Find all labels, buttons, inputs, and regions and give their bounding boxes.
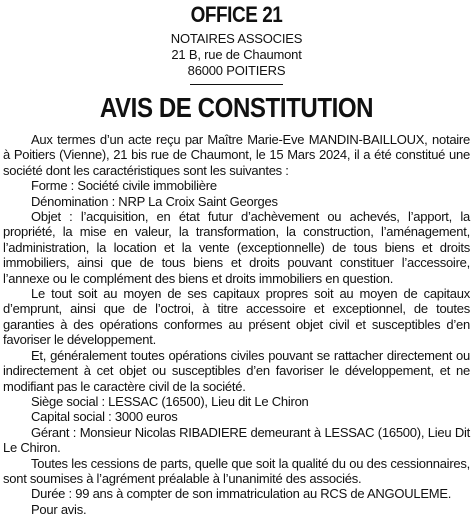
address-line: 86000 POITIERS: [187, 63, 286, 78]
paragraph-duree: Durée : 99 ans à compter de son immatriculation au RCS de ANGOULEME.: [31, 486, 452, 502]
address-line: NOTAIRES ASSOCIES: [170, 31, 303, 46]
address-line: 21 B, rue de Chaumont: [171, 47, 302, 62]
paragraph-denomination: Dénomination : NRP La Croix Saint Georges: [31, 193, 278, 209]
paragraph-intro: Aux termes d’un acte reçu par Maître Marie-Eve MANDIN-BAILLOUX, notaire à Poitiers (Vienne), 21 bis rue de Chaumont, le 15 Mars 2024, il a été constitué une société dont les caractéristiques sont les suivantes :: [3, 132, 470, 178]
paragraph-operations: Et, généralement toutes opérations civiles pouvant se rattacher directement ou indirectement à cet objet ou susceptibles d’en favoriser le développement, et ne modifiant pas le caractère civil de la société.: [3, 347, 470, 394]
paragraph-gerant: Gérant : Monsieur Nicolas RIBADIERE demeurant à LESSAC (16500), Lieu Dit Le Chiron.: [3, 424, 470, 456]
divider: [190, 84, 283, 85]
office-address: [0, 31, 473, 79]
paragraph-moyens: Le tout soit au moyen de ses capitaux propres soit au moyen de capitaux d’emprunt, ainsi que de l’octroi, à titre accessoire et exceptionnel, de toutes garanties à des opérations conformes au présent objet civil et susceptibles d’en favoriser le développement.: [3, 286, 470, 348]
paragraph-siege: Siège social : LESSAC (16500), Lieu dit Le Chiron: [31, 393, 309, 409]
paragraph-cessions: Toutes les cessions de parts, quelle que soit la qualité du ou des cessionnaires, sont soumises à l’agrément préalable à l’unanimité des associés.: [3, 455, 470, 486]
notice-body: [3, 132, 470, 517]
paragraph-pour-avis: Pour avis.: [31, 501, 87, 517]
paragraph-forme: Forme : Société civile immobilière: [31, 178, 217, 194]
paragraph-objet: Objet : l’acquisition, en état futur d’achèvement ou achevés, l’apport, la propriété, la mise en valeur, la transformation, la construction, l’aménagement, l’administration, la location et la vente (exceptionnelle) de tous biens et droits immobiliers, ainsi que de tous biens et droits pouvant constituer l’accessoire, l’annexe ou le complément des biens et droits immobiliers en question.: [3, 209, 470, 286]
office-name: OFFICE 21: [190, 2, 283, 27]
paragraph-capital: Capital social : 3000 euros: [31, 409, 178, 425]
notice-title: AVIS DE CONSTITUTION: [99, 92, 374, 123]
